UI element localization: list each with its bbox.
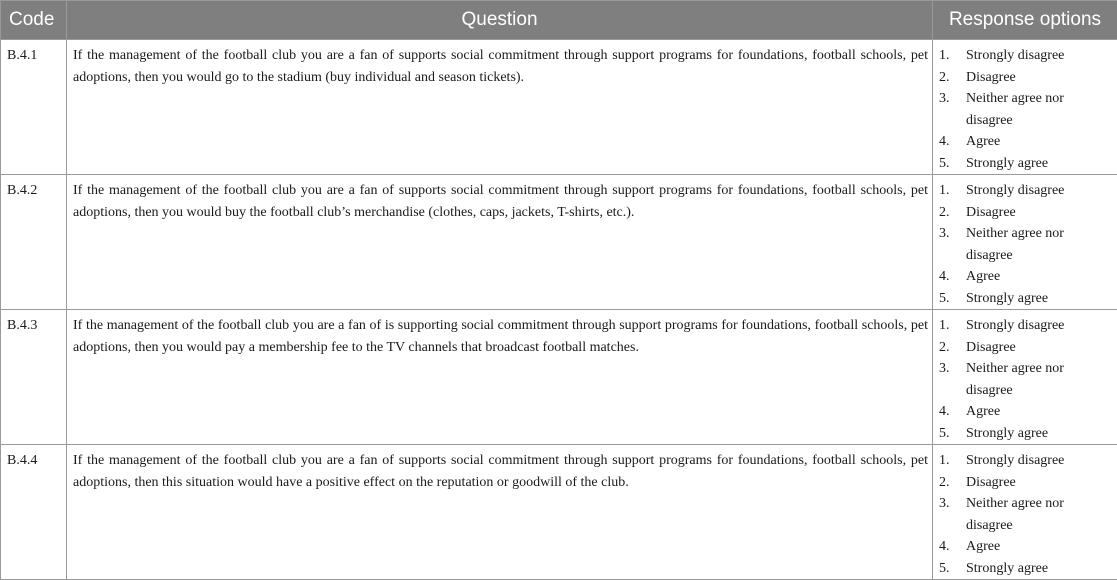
option-text: Neither agree nor disagree (966, 358, 1111, 401)
table-row (1, 40, 1117, 175)
option-item (939, 223, 1111, 266)
row-question: If the management of the football club you are a fan of supports social commitment through support programs for foundations, football schools, pet adoptions, then you would go to the stadium (buy individual and season tickets). (67, 40, 933, 175)
option-number: 3. (939, 88, 966, 131)
header-row (1, 1, 1117, 40)
option-number: 5. (939, 558, 966, 580)
option-number: 4. (939, 536, 966, 558)
option-text: Agree (966, 536, 1111, 558)
row-response-options (933, 445, 1117, 580)
option-text: Neither agree nor disagree (966, 223, 1111, 266)
row-code: B.4.3 (1, 310, 67, 445)
option-number: 5. (939, 153, 966, 175)
option-text: Strongly agree (966, 423, 1111, 445)
option-item (939, 401, 1111, 423)
option-text: Strongly disagree (966, 315, 1111, 337)
option-text: Agree (966, 266, 1111, 288)
option-item (939, 558, 1111, 580)
option-item (939, 472, 1111, 494)
option-text: Agree (966, 131, 1111, 153)
option-number: 2. (939, 472, 966, 494)
option-item (939, 67, 1111, 89)
option-number: 3. (939, 493, 966, 536)
option-number: 5. (939, 288, 966, 310)
option-item (939, 450, 1111, 472)
row-code: B.4.2 (1, 175, 67, 310)
row-code: B.4.4 (1, 445, 67, 580)
row-question: If the management of the football club you are a fan of supports social commitment through support programs for foundations, football schools, pet adoptions, then you would buy the football club’s merchandise (clothes, caps, jackets, T-shirts, etc.). (67, 175, 933, 310)
option-item (939, 153, 1111, 175)
option-item (939, 45, 1111, 67)
option-item (939, 358, 1111, 401)
option-text: Strongly agree (966, 288, 1111, 310)
option-item (939, 88, 1111, 131)
option-item (939, 288, 1111, 310)
option-item (939, 423, 1111, 445)
option-item (939, 266, 1111, 288)
option-text: Disagree (966, 67, 1111, 89)
table-row (1, 175, 1117, 310)
option-item (939, 202, 1111, 224)
header-response-options: Response options (933, 1, 1117, 40)
option-item (939, 180, 1111, 202)
option-number: 3. (939, 358, 966, 401)
option-item (939, 315, 1111, 337)
option-number: 1. (939, 450, 966, 472)
option-text: Strongly disagree (966, 450, 1111, 472)
table-row (1, 310, 1117, 445)
row-code: B.4.1 (1, 40, 67, 175)
row-response-options (933, 40, 1117, 175)
row-response-options (933, 175, 1117, 310)
option-text: Disagree (966, 472, 1111, 494)
option-text: Strongly agree (966, 153, 1111, 175)
option-item (939, 131, 1111, 153)
option-item (939, 493, 1111, 536)
option-number: 5. (939, 423, 966, 445)
option-number: 2. (939, 67, 966, 89)
option-text: Strongly disagree (966, 45, 1111, 67)
option-number: 3. (939, 223, 966, 266)
option-number: 2. (939, 337, 966, 359)
option-text: Neither agree nor disagree (966, 493, 1111, 536)
option-number: 2. (939, 202, 966, 224)
table-row (1, 445, 1117, 580)
option-text: Disagree (966, 337, 1111, 359)
option-item (939, 536, 1111, 558)
option-number: 4. (939, 266, 966, 288)
row-question: If the management of the football club you are a fan of is supporting social commitment through support programs for foundations, football schools, pet adoptions, then you would pay a membership fee to the TV channels that broadcast football matches. (67, 310, 933, 445)
option-number: 4. (939, 401, 966, 423)
option-text: Disagree (966, 202, 1111, 224)
header-question: Question (67, 1, 933, 40)
row-response-options (933, 310, 1117, 445)
option-number: 1. (939, 180, 966, 202)
option-text: Neither agree nor disagree (966, 88, 1111, 131)
option-number: 1. (939, 45, 966, 67)
option-number: 4. (939, 131, 966, 153)
option-number: 1. (939, 315, 966, 337)
header-code: Code (1, 1, 67, 40)
row-question: If the management of the football club you are a fan of supports social commitment through support programs for foundations, football schools, pet adoptions, then this situation would have a positive effect on the reputation or goodwill of the club. (67, 445, 933, 580)
option-text: Strongly disagree (966, 180, 1111, 202)
option-text: Strongly agree (966, 558, 1111, 580)
option-item (939, 337, 1111, 359)
option-text: Agree (966, 401, 1111, 423)
